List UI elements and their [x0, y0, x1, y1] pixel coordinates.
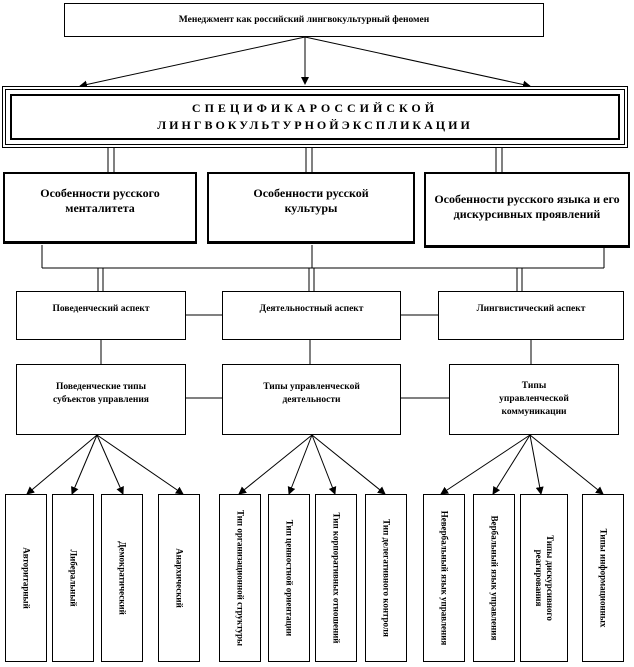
aspect-box-linguistic — [438, 291, 624, 340]
leaf-label: Невербальный язык управления — [439, 510, 450, 646]
leaf-box-value-orientation — [268, 494, 310, 662]
feature-box-language — [424, 172, 630, 248]
type-box-activity — [222, 364, 401, 435]
feature-box-culture — [207, 172, 415, 244]
main-box-line1: СПЕЦИФИКАРОССИЙСКОЙ — [191, 101, 439, 115]
aspect-box-activity — [222, 291, 401, 340]
leaf-label: Тип ценностной ориентации — [284, 519, 295, 637]
type-box-communication — [449, 364, 619, 435]
leaf-box-authoritarian — [5, 494, 47, 662]
aspect-label: Деятельностный аспект — [259, 303, 364, 314]
type-label: Типы управленческой коммуникации — [499, 381, 569, 417]
leaf-label: Тип организационной структуры — [235, 509, 246, 647]
feature-label: Особенности русской культуры — [253, 185, 369, 215]
leaf-box-corporate-relations — [315, 494, 357, 662]
type-label: Поведенческие типы субъектов управления — [53, 381, 149, 405]
type-label: Типы управленческой деятельности — [263, 381, 360, 405]
main-box — [2, 86, 628, 148]
feature-label: Особенности русского языка и его дискурсивных проявлений — [434, 191, 620, 221]
leaf-box-nonverbal-language — [423, 494, 465, 662]
aspect-label: Поведенческий аспект — [52, 303, 150, 314]
feature-label: Особенности русского менталитета — [40, 185, 160, 215]
leaf-label: Демократический — [117, 541, 128, 615]
leaf-box-liberal — [52, 494, 94, 662]
top-title: Менеджмент как российский лингвокультурный феномен — [178, 15, 430, 25]
leaf-box-org-structure — [219, 494, 261, 662]
aspect-label: Лингвистический аспект — [476, 303, 586, 314]
arrow-title-left — [80, 37, 305, 86]
feature-box-mentality — [3, 172, 197, 244]
leaf-label: Авторитарный — [21, 547, 32, 609]
leaf-label: Вербальный язык управления — [489, 515, 500, 641]
leaf-box-discursive-reaction — [520, 494, 568, 662]
leaf-label: Тип делегативного контроля — [381, 519, 392, 637]
leaf-label: Типы информационных — [598, 528, 609, 628]
top-title-box — [64, 3, 544, 37]
leaf-label: Тип корпоративных отношений — [331, 512, 342, 644]
leaf-box-democratic — [101, 494, 143, 662]
leaf-box-verbal-language — [473, 494, 515, 662]
leaf-label: Анархический — [174, 548, 185, 608]
leaf-box-information-types — [582, 494, 624, 662]
leaf-box-anarchic — [158, 494, 200, 662]
leaf-label: Либеральный — [68, 549, 79, 607]
arrow-title-right — [305, 37, 530, 86]
aspect-box-behavioral — [16, 291, 186, 340]
leaf-box-delegative-control — [365, 494, 407, 662]
main-box-line2: ЛИНГВОКУЛЬТУРНОЙЭКСПЛИКАЦИИ — [157, 118, 473, 132]
leaf-label: Типы дискурсивного реагирования — [534, 535, 555, 621]
type-box-behavioral — [16, 364, 186, 435]
